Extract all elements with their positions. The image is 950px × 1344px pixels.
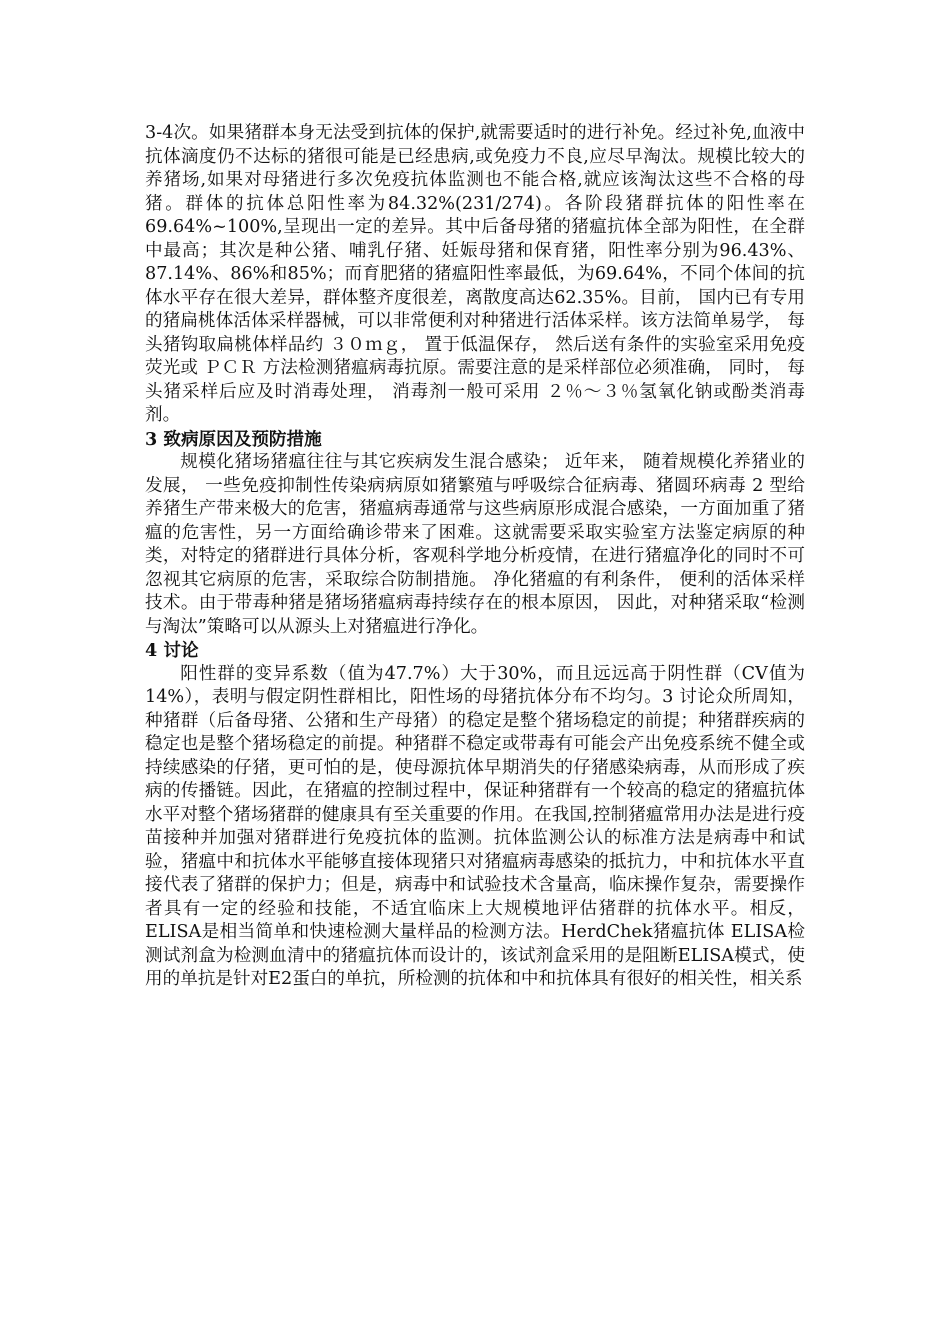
paragraph-discussion: 阳性群的变异系数（值为47.7%）大于30%，而且远远高于阴性群（CV值为14%），表明与假定阴性群相比，阳性场的母猪抗体分布不均匀。3 讨论众所周知，种猪群（后备母猪、公猪和生产母猪）的稳定是整个猪场稳定的前提；种猪群疾病的稳定也是整个猪场稳定的前提。种猪群不稳定或带毒有可能会产出免疫系统不健全或持续感染的仔猪，更可怕的是，使母源抗体早期消失的仔猪感染病毒，从而形成了疾病的传播链。因此，在猪瘟的控制过程中，保证种猪群有一个较高的稳定的猪瘟抗体水平对整个猪场猪群的健康具有至关重要的作用。在我国,控制猪瘟常用办法是进行疫苗接种并加强对猪群进行免疫抗体的监测。抗体监测公认的标准方法是病毒中和试验，猪瘟中和抗体水平能够直接体现猪只对猪瘟病毒感染的抵抗力，中和抗体水平直接代表了猪群的保护力；但是，病毒中和试验技术含量高，临床操作复杂，需要操作者具有一定的经验和技能，不适宜临床上大规模地评估猪群的抗体水平。相反，ELISA是相当简单和快速检测大量样品的检测方法。HerdChek猪瘟抗体 ELISA检测试剂盒为检测血清中的猪瘟抗体而设计的，该试剂盒采用的是阻断ELISA模式，使用的单抗是针对E2蛋白的单抗，所检测的抗体和中和抗体具有很好的相关性，相关系 (145, 663, 805, 989)
paragraph-causes-prevention: 规模化猪场猪瘟往往与其它疾病发生混合感染； 近年来， 随着规模化养猪业的发展， 一些免疫抑制性传染病病原如猪繁殖与呼吸综合征病毒、猪圆环病毒 2 型给养猪生产带来极大的危害，猪瘟病毒通常与这些病原形成混合感染，一方面加重了猪瘟的危害性，另一方面给确诊带来了困难。这就需要采取实验室方法鉴定病原的种类，对特定的猪群进行具体分析，客观科学地分析疫情，在进行猪瘟净化的同时不可忽视其它病原的危害，采取综合防制措施。 净化猪瘟的有利条件， 便利的活体采样技术。由于带毒种猪是猪场猪瘟病毒持续存在的根本原因， 因此，对种猪采取“检测与淘汰”策略可以从源头上对猪瘟进行净化。 (145, 452, 805, 637)
paragraph-antibody-results: 3-4次。如果猪群本身无法受到抗体的保护,就需要适时的进行补免。经过补免,血液中抗体滴度仍不达标的猪很可能是已经患病,或免疫力不良,应尽早淘汰。规模比较大的养猪场,如果对母猪进行多次免疫抗体监测也不能合格,就应该淘汰这些不合格的母猪。群体的抗体总阳性率为84.32%(231/274)。各阶段猪群抗体的阳性率在69.64%~100%,呈现出一定的差异。其中后备母猪的猪瘟抗体全部为阳性，在全群中最高；其次是种公猪、哺乳仔猪、妊娠母猪和保育猪，阳性率分别为96.43%、87.14%、86%和85%；而育肥猪的猪瘟阳性率最低，为69.64%，不同个体间的抗体水平存在很大差异，群体整齐度很差，离散度高达62.35%。目前， 国内已有专用的猪扁桃体活体采样器械，可以非常便利对种猪进行活体采样。该方法简单易学， 每头猪钩取扁桃体样品约 ３０ｍｇ， 置于低温保存， 然后送有条件的实验室采用免疫荧光或 ＰＣＲ 方法检测猪瘟病毒抗原。需要注意的是采样部位必须准确， 同时， 每头猪采样后应及时消毒处理， 消毒剂一般可采用 ２％～３％氢氧化钠或酚类消毒剂。 (145, 123, 805, 425)
section-heading-discussion: 4 讨论 (145, 640, 199, 661)
section-heading-causes-prevention: 3 致病原因及预防措施 (145, 428, 322, 450)
document-body (145, 122, 805, 992)
